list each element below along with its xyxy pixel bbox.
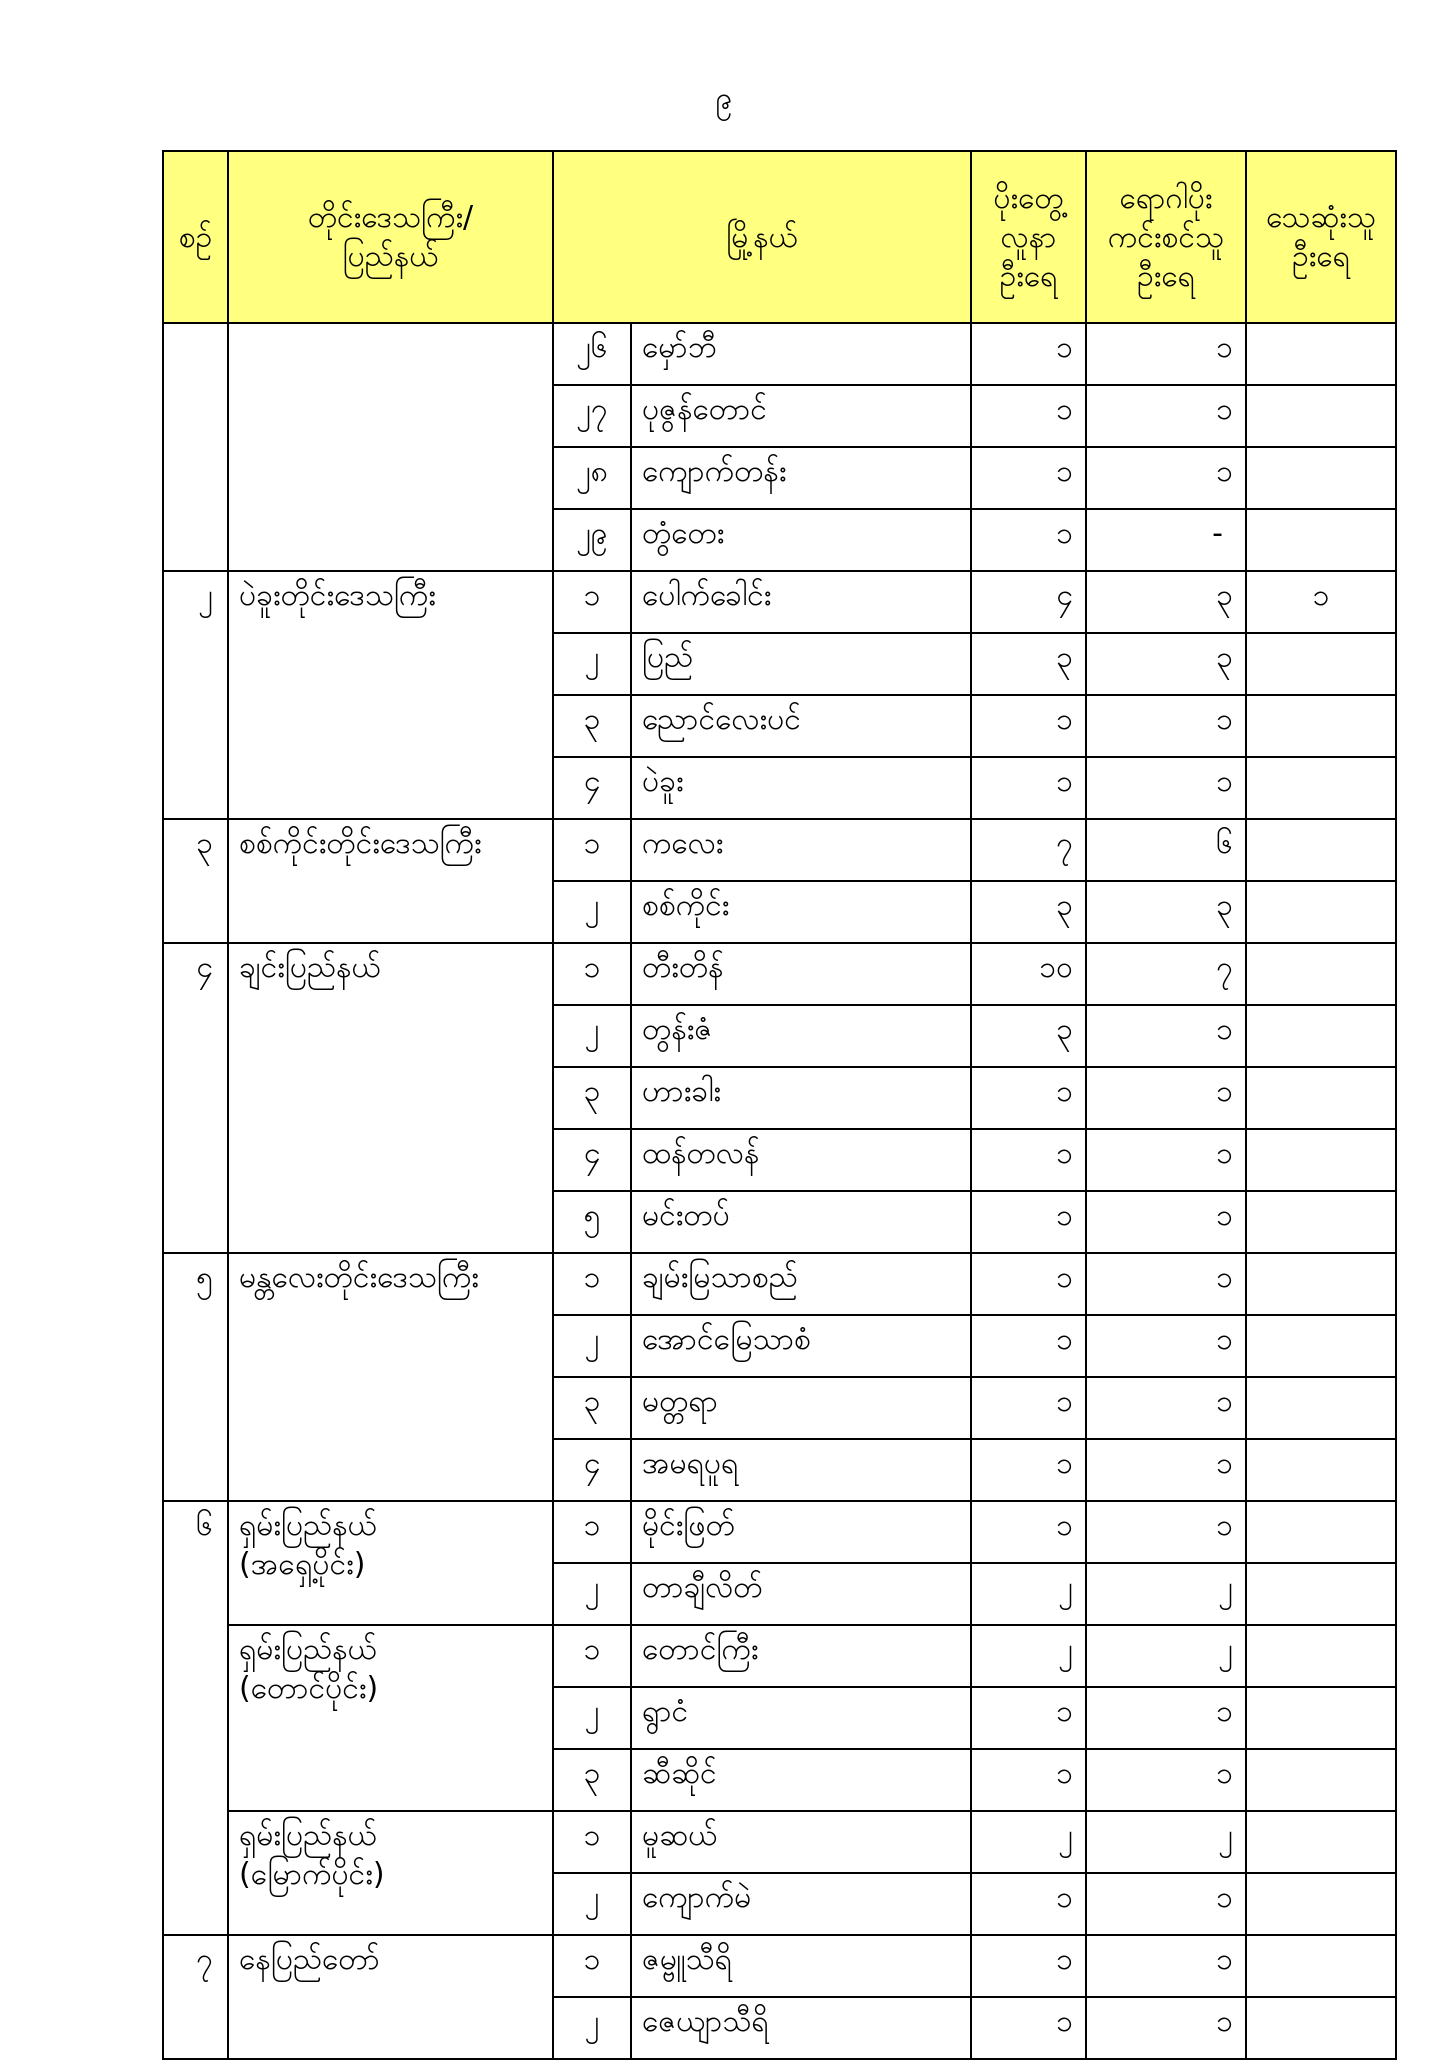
recovered: ၁ (1086, 1935, 1246, 1997)
deaths (1246, 1625, 1396, 1687)
cases-found: ၁ (971, 1873, 1086, 1935)
region-name: မန္တလေးတိုင်းဒေသကြီး (228, 1253, 553, 1501)
township-name: ပြည် (631, 633, 971, 695)
cases-found: ၂ (971, 1811, 1086, 1873)
deaths (1246, 1501, 1396, 1563)
table-row (163, 819, 1396, 881)
table-row (163, 571, 1396, 633)
header-deaths-line2: ဦးရေ (1292, 239, 1350, 274)
cases-table (162, 150, 1397, 2060)
cases-found: ၁၀ (971, 943, 1086, 1005)
recovered: ၃ (1086, 881, 1246, 943)
serial-no: ၂ (163, 571, 228, 819)
table-row (163, 1253, 1396, 1315)
recovered: ၁ (1086, 1749, 1246, 1811)
recovered: ၃ (1086, 571, 1246, 633)
deaths (1246, 1067, 1396, 1129)
region-name-main: ရှမ်းပြည်နယ် (239, 1508, 377, 1543)
cases-found: ၄ (971, 571, 1086, 633)
region-name (228, 1625, 553, 1811)
recovered: ၁ (1086, 1687, 1246, 1749)
region-name-sub: (မြောက်ပိုင်း) (239, 1857, 385, 1892)
township-no: ၁ (553, 943, 631, 1005)
serial-no: ၅ (163, 1253, 228, 1501)
deaths (1246, 1439, 1396, 1501)
township-name: ဇမ္ဗူသီရိ (631, 1935, 971, 1997)
serial-no: ၃ (163, 819, 228, 943)
header-found-line3: ဦးရေ (999, 258, 1058, 294)
deaths (1246, 1315, 1396, 1377)
township-no: ၂ (553, 1315, 631, 1377)
deaths (1246, 385, 1396, 447)
cases-found: ၁ (971, 1191, 1086, 1253)
recovered: ၁ (1086, 1315, 1246, 1377)
cases-found: ၁ (971, 695, 1086, 757)
deaths: ၁ (1246, 571, 1396, 633)
township-name: ပေါက်ခေါင်း (631, 571, 971, 633)
recovered: ၂ (1086, 1625, 1246, 1687)
township-name: တီးတိန် (631, 943, 971, 1005)
header-deaths (1246, 151, 1396, 323)
township-no: ၂၉ (553, 509, 631, 571)
cases-found: ၁ (971, 1129, 1086, 1191)
cases-found: ၁ (971, 1687, 1086, 1749)
header-region (228, 151, 553, 323)
township-name: ညောင်လေးပင် (631, 695, 971, 757)
township-name: ဇေယျာသီရိ (631, 1997, 971, 2059)
header-township: မြို့နယ် (553, 151, 971, 323)
deaths (1246, 1191, 1396, 1253)
deaths (1246, 1563, 1396, 1625)
township-no: ၂ (553, 633, 631, 695)
cases-found: ၂ (971, 1563, 1086, 1625)
township-name: ကလေး (631, 819, 971, 881)
region-name: စစ်ကိုင်းတိုင်းဒေသကြီး (228, 819, 553, 943)
cases-found: ၁ (971, 385, 1086, 447)
township-no: ၃ (553, 1377, 631, 1439)
township-no: ၅ (553, 1191, 631, 1253)
recovered: ၁ (1086, 757, 1246, 819)
deaths (1246, 1749, 1396, 1811)
region-name-sub: (အရှေ့ပိုင်း) (239, 1547, 366, 1582)
deaths (1246, 1687, 1396, 1749)
cases-found: ၃ (971, 881, 1086, 943)
township-no: ၃ (553, 1067, 631, 1129)
table-row (163, 323, 1396, 385)
cases-found: ၁ (971, 1501, 1086, 1563)
township-no: ၂၇ (553, 385, 631, 447)
header-region-line1: တိုင်းဒေသကြီး/ (307, 200, 474, 235)
township-name: ပုဇွန်တောင် (631, 385, 971, 447)
deaths (1246, 695, 1396, 757)
cases-found: ၁ (971, 757, 1086, 819)
township-name: ဆီဆိုင် (631, 1749, 971, 1811)
township-name: တွန်းဇံ (631, 1005, 971, 1067)
table-header-row (163, 151, 1396, 323)
recovered: ၁ (1086, 1439, 1246, 1501)
recovered: ၃ (1086, 633, 1246, 695)
township-name: တောင်ကြီး (631, 1625, 971, 1687)
deaths (1246, 1129, 1396, 1191)
township-no: ၁ (553, 819, 631, 881)
cases-found: ၇ (971, 819, 1086, 881)
recovered: ၁ (1086, 1005, 1246, 1067)
deaths (1246, 1377, 1396, 1439)
region-name (228, 323, 553, 571)
table-row (163, 1625, 1396, 1687)
deaths (1246, 819, 1396, 881)
township-name: တွံတေး (631, 509, 971, 571)
region-name: ပဲခူးတိုင်းဒေသကြီး (228, 571, 553, 819)
township-no: ၂၈ (553, 447, 631, 509)
recovered: ၁ (1086, 1501, 1246, 1563)
deaths (1246, 1811, 1396, 1873)
recovered: ၇ (1086, 943, 1246, 1005)
cases-found: ၂ (971, 1625, 1086, 1687)
township-no: ၂ (553, 1563, 631, 1625)
page-number: ၉ (715, 81, 733, 116)
township-no: ၃ (553, 1749, 631, 1811)
township-name: အောင်မြေသာစံ (631, 1315, 971, 1377)
header-found-line1: ပိုးတွေ့ (993, 180, 1064, 216)
cases-found: ၁ (971, 1067, 1086, 1129)
township-no: ၄ (553, 757, 631, 819)
header-recovered-line1: ရောဂါပိုး (1119, 180, 1213, 216)
township-name: မှော်ဘီ (631, 323, 971, 385)
cases-found: ၃ (971, 1005, 1086, 1067)
deaths (1246, 323, 1396, 385)
serial-no (163, 323, 228, 571)
township-name: တာချီလိတ် (631, 1563, 971, 1625)
township-no: ၁ (553, 571, 631, 633)
deaths (1246, 1997, 1396, 2059)
township-no: ၁ (553, 1253, 631, 1315)
township-no: ၂ (553, 1687, 631, 1749)
recovered: ၂ (1086, 1563, 1246, 1625)
township-name: မင်းတပ် (631, 1191, 971, 1253)
deaths (1246, 1005, 1396, 1067)
township-name: ကျောက်မဲ (631, 1873, 971, 1935)
region-name (228, 1811, 553, 1935)
township-no: ၃ (553, 695, 631, 757)
township-no: ၁ (553, 1935, 631, 1997)
header-recovered-line3: ဦးရေ (1137, 258, 1195, 294)
recovered: - (1086, 509, 1246, 571)
deaths (1246, 881, 1396, 943)
cases-found: ၁ (971, 1935, 1086, 1997)
cases-found: ၁ (971, 509, 1086, 571)
deaths (1246, 757, 1396, 819)
cases-found: ၁ (971, 447, 1086, 509)
deaths (1246, 1253, 1396, 1315)
township-no: ၂ (553, 881, 631, 943)
township-name: ထန်တလန် (631, 1129, 971, 1191)
serial-no: ၇ (163, 1935, 228, 2059)
township-no: ၁ (553, 1625, 631, 1687)
serial-no: ၆ (163, 1501, 228, 1935)
township-name: ချမ်းမြသာစည် (631, 1253, 971, 1315)
deaths (1246, 943, 1396, 1005)
cases-found: ၁ (971, 323, 1086, 385)
deaths (1246, 633, 1396, 695)
township-name: မူဆယ် (631, 1811, 971, 1873)
header-region-line2: ပြည်နယ် (342, 239, 439, 274)
deaths (1246, 447, 1396, 509)
recovered: ၁ (1086, 385, 1246, 447)
township-no: ၂ (553, 1873, 631, 1935)
cases-found: ၁ (971, 1439, 1086, 1501)
cases-found: ၁ (971, 1315, 1086, 1377)
region-name-main: ရှမ်းပြည်နယ် (239, 1632, 377, 1667)
township-name: ပဲခူး (631, 757, 971, 819)
recovered: ၂ (1086, 1811, 1246, 1873)
deaths (1246, 1873, 1396, 1935)
recovered: ၁ (1086, 1129, 1246, 1191)
township-name: စစ်ကိုင်း (631, 881, 971, 943)
township-name: မိုင်းဖြတ် (631, 1501, 971, 1563)
township-name: အမရပူရ (631, 1439, 971, 1501)
recovered: ၁ (1086, 1873, 1246, 1935)
region-name-sub: (တောင်ပိုင်း) (239, 1671, 379, 1706)
header-recovered-line2: ကင်းစင်သူ (1107, 219, 1225, 255)
cases-found: ၁ (971, 1253, 1086, 1315)
recovered: ၁ (1086, 1191, 1246, 1253)
township-no: ၄ (553, 1129, 631, 1191)
township-name: ဟားခါး (631, 1067, 971, 1129)
township-name: မတ္တရာ (631, 1377, 971, 1439)
township-no: ၂၆ (553, 323, 631, 385)
table-row (163, 943, 1396, 1005)
deaths (1246, 1935, 1396, 1997)
table-row (163, 1501, 1396, 1563)
township-no: ၁ (553, 1501, 631, 1563)
recovered: ၁ (1086, 323, 1246, 385)
cases-found: ၃ (971, 633, 1086, 695)
recovered: ၁ (1086, 1377, 1246, 1439)
cases-found: ၁ (971, 1749, 1086, 1811)
region-name (228, 1501, 553, 1625)
recovered: ၁ (1086, 447, 1246, 509)
township-no: ၂ (553, 1005, 631, 1067)
header-cases-found (971, 151, 1086, 323)
township-no: ၁ (553, 1811, 631, 1873)
deaths (1246, 509, 1396, 571)
header-found-line2: လူနာ (1000, 219, 1057, 255)
township-no: ၄ (553, 1439, 631, 1501)
township-no: ၂ (553, 1997, 631, 2059)
region-name: ချင်းပြည်နယ် (228, 943, 553, 1253)
region-name: နေပြည်တော် (228, 1935, 553, 2059)
serial-no: ၄ (163, 943, 228, 1253)
recovered: ၁ (1086, 1253, 1246, 1315)
cases-found: ၁ (971, 1997, 1086, 2059)
table-row (163, 1935, 1396, 1997)
recovered: ၁ (1086, 1067, 1246, 1129)
header-recovered (1086, 151, 1246, 323)
header-serial-no: စဉ် (163, 151, 228, 323)
township-name: ကျောက်တန်း (631, 447, 971, 509)
recovered: ၆ (1086, 819, 1246, 881)
recovered: ၁ (1086, 695, 1246, 757)
region-name-main: ရှမ်းပြည်နယ် (239, 1818, 377, 1853)
table-row (163, 1811, 1396, 1873)
recovered: ၁ (1086, 1997, 1246, 2059)
header-deaths-line1: သေဆုံးသူ (1266, 200, 1376, 235)
cases-found: ၁ (971, 1377, 1086, 1439)
township-name: ရွာငံ (631, 1687, 971, 1749)
